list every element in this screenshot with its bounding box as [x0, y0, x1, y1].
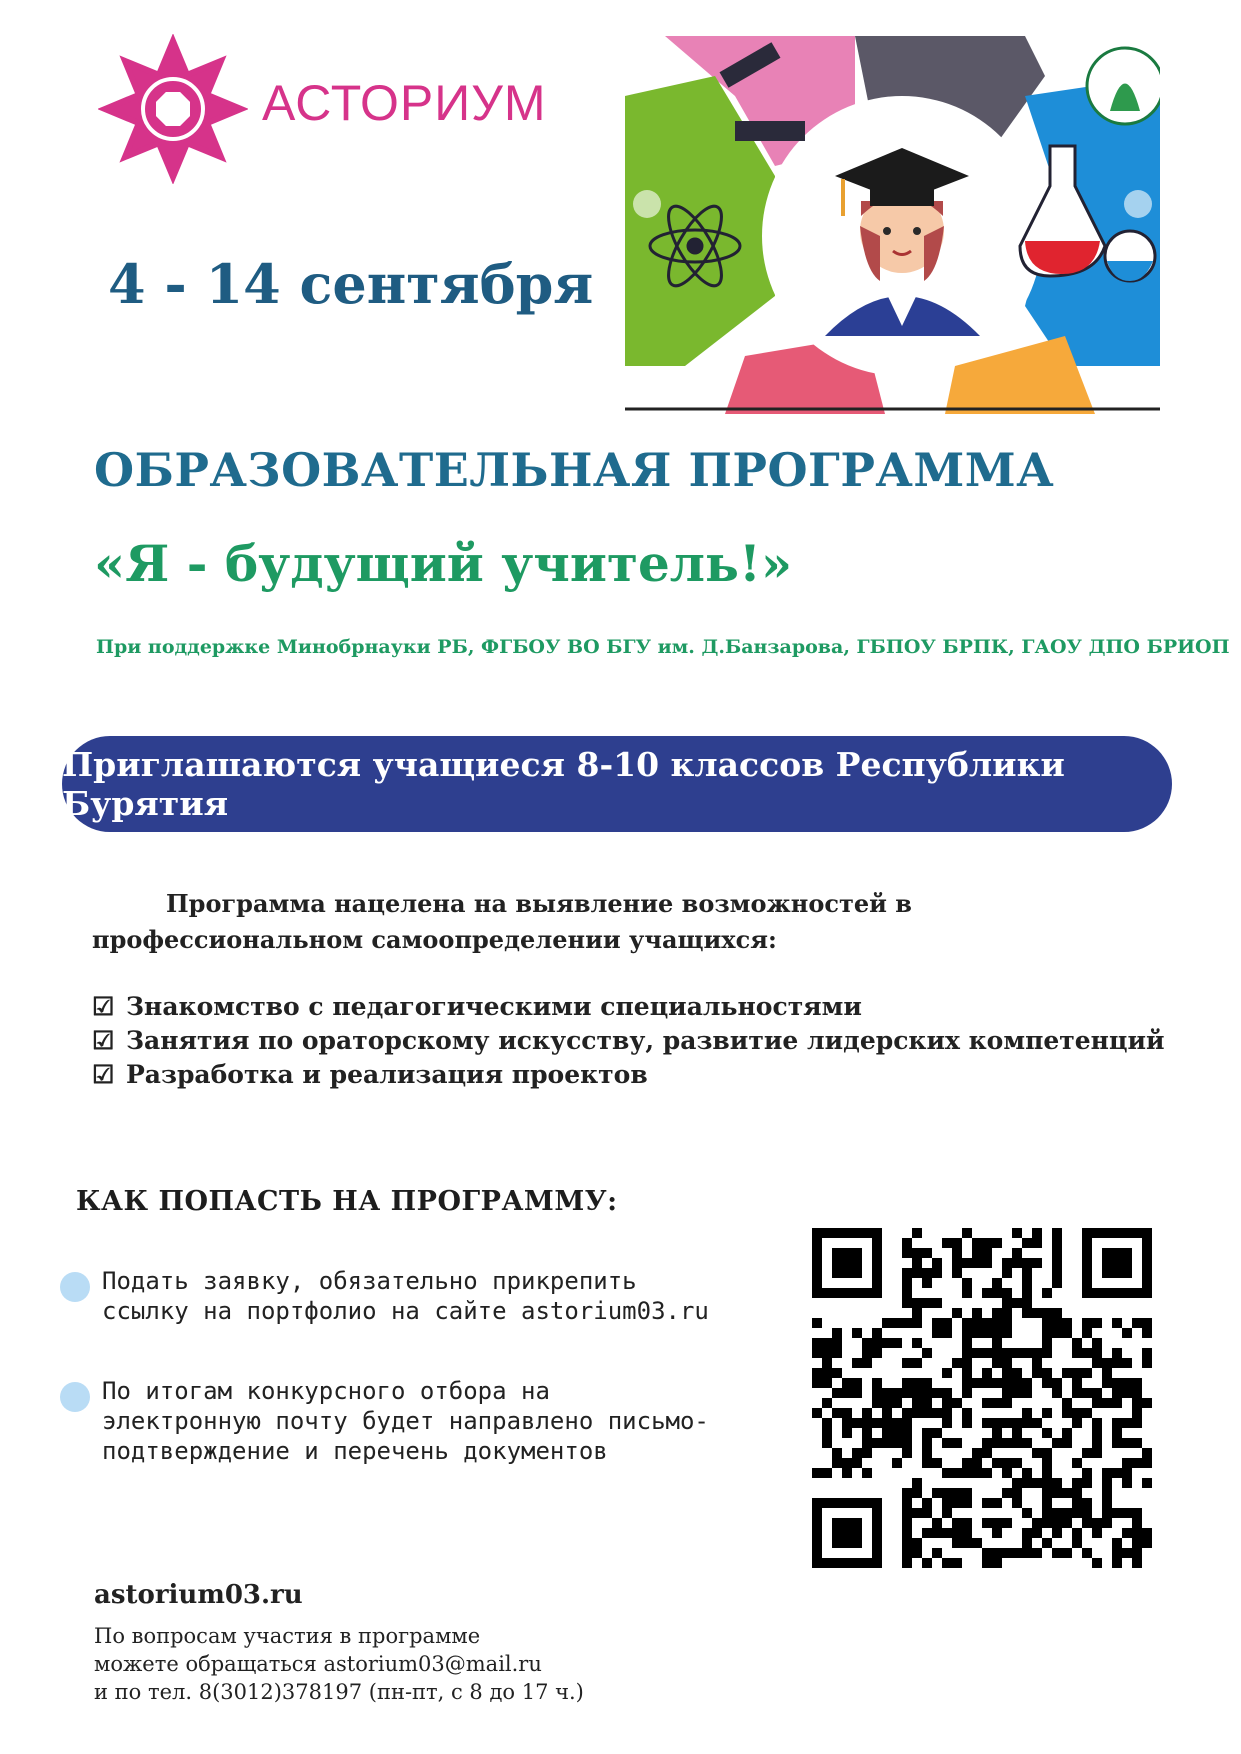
program-name: «Я - будущий учитель!» — [94, 534, 793, 593]
program-intro: Программа нацелена на выявление возможностей в профессиональном самоопределении учащихся: — [92, 889, 912, 954]
goal-item — [92, 1060, 648, 1089]
step-item — [60, 1376, 722, 1466]
step-item — [60, 1266, 722, 1326]
checkbox-icon: ☑ — [92, 1026, 115, 1055]
invitation-banner — [62, 736, 1172, 832]
contact-line: и по тел. 8(3012)378197 (пн-пт, с 8 до 17 ч.) — [94, 1680, 584, 1704]
goal-text: Занятия по ораторскому искусству, развитие лидерских компетенций — [126, 1026, 1165, 1055]
checkbox-icon: ☑ — [92, 1060, 115, 1089]
qr-finder-pattern — [1102, 1248, 1132, 1278]
bullet-dot-icon — [60, 1382, 90, 1412]
event-dates: 4 - 14 сентября — [108, 252, 594, 316]
invitation-text: Приглашаются учащиеся 8-10 классов Республики Бурятия — [62, 745, 1065, 823]
contact-line: можете обращаться astorium03@mail.ru — [94, 1652, 542, 1676]
qr-code[interactable] — [812, 1228, 1152, 1568]
contact-info — [94, 1622, 654, 1706]
brand-name: АСТОРИУМ — [262, 75, 547, 131]
website-link[interactable]: astorium03.ru — [94, 1580, 303, 1610]
goal-item — [92, 992, 862, 1021]
step-text: По итогам конкурсного отбора на электронную почту будет направлено письмо-подтверждение и перечень документов — [102, 1377, 709, 1465]
program-title: ОБРАЗОВАТЕЛЬНАЯ ПРОГРАММА — [94, 443, 1055, 497]
qr-finder-pattern — [832, 1518, 862, 1548]
hero-illustration — [625, 36, 1160, 414]
graduate-illustration — [625, 36, 1160, 414]
step-text: Подать заявку, обязательно прикрепить ссылку на портфолио на сайте astorium03.ru — [102, 1267, 709, 1325]
contact-line: По вопросам участия в программе — [94, 1624, 481, 1648]
bullet-dot-icon — [60, 1272, 90, 1302]
lotus-logo-icon — [98, 34, 248, 184]
checkbox-icon: ☑ — [92, 992, 115, 1021]
qr-finder-pattern — [832, 1248, 862, 1278]
how-to-join-title: КАК ПОПАСТЬ НА ПРОГРАММУ: — [76, 1186, 618, 1217]
goal-text: Знакомство с педагогическими специальностями — [126, 992, 862, 1021]
program-support: При поддержке Минобрнауки РБ, ФГБОУ ВО БГУ им. Д.Банзарова, ГБПОУ БРПК, ГАОУ ДПО БРИОП — [96, 636, 1230, 658]
goal-item — [92, 1026, 1165, 1055]
qr-code-graphic — [812, 1228, 1152, 1568]
goal-text: Разработка и реализация проектов — [126, 1060, 648, 1089]
